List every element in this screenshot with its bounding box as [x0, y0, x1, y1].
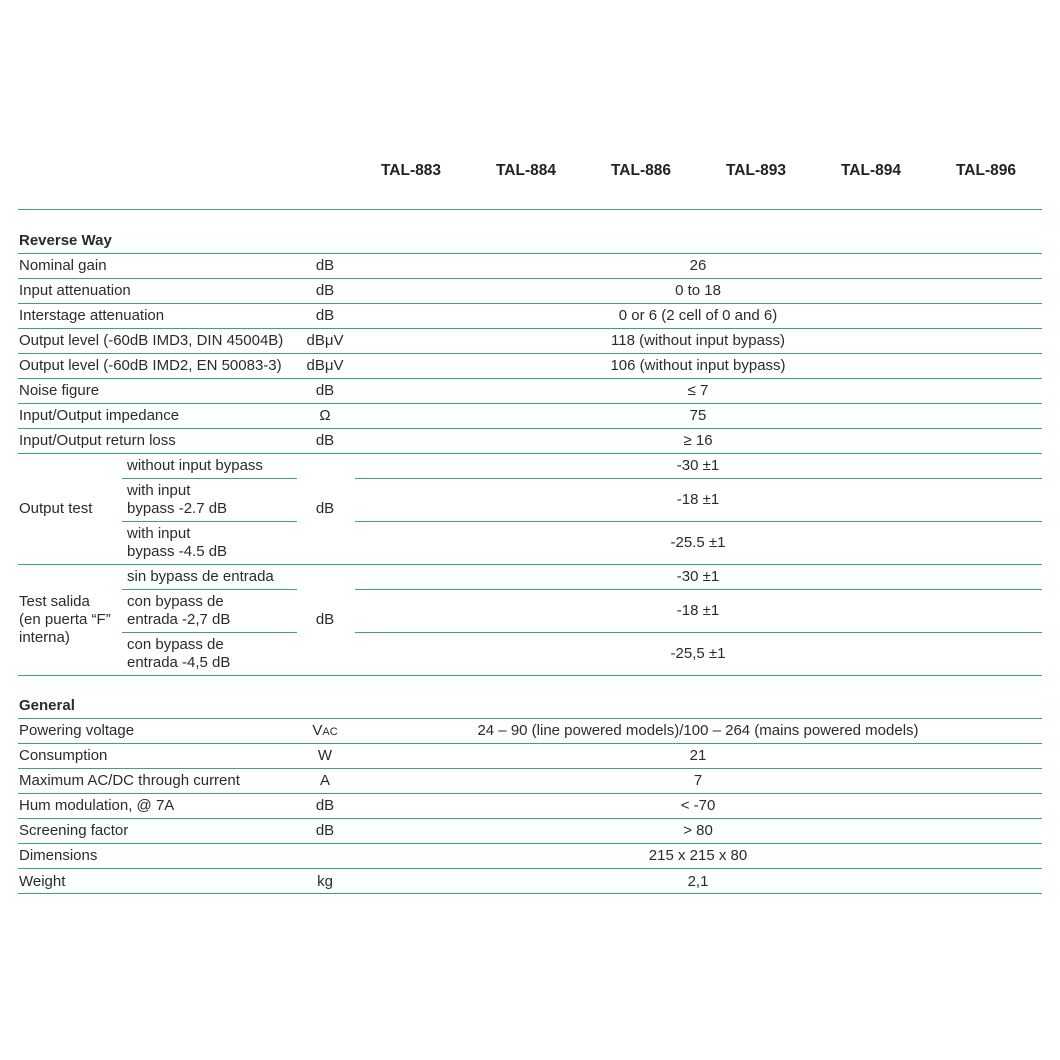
row-unit: dB: [315, 282, 335, 299]
divider: [18, 793, 1042, 794]
model-header-2: TAL-884: [495, 162, 556, 179]
model-header-1: TAL-883: [380, 162, 441, 179]
sub-label: bypass -4.5 dB: [127, 543, 228, 560]
row-unit: dB: [315, 797, 335, 814]
row-unit: A: [319, 772, 330, 789]
sub-label: con bypass de: [127, 636, 224, 653]
divider: [122, 632, 297, 633]
unit-sub: AC: [322, 726, 338, 738]
sub-value: -30 ±1: [676, 568, 720, 585]
row-value: 118 (without input bypass): [611, 332, 785, 349]
sub-label: sin bypass de entrada: [127, 568, 274, 585]
divider: [355, 632, 1042, 633]
model-header-5: TAL-894: [840, 162, 901, 179]
divider: [18, 675, 1042, 676]
sub-value: -25.5 ±1: [670, 534, 726, 551]
divider: [18, 353, 1042, 354]
divider: [18, 843, 1042, 844]
row-unit: dB: [315, 382, 335, 399]
row-label: Screening factor: [19, 822, 129, 839]
row-label: Input/Output return loss: [19, 432, 176, 449]
divider: [18, 718, 1042, 719]
divider: [18, 453, 1042, 454]
divider: [18, 868, 1042, 869]
group-label: interna): [19, 629, 70, 646]
row-unit: dBμV: [306, 357, 344, 374]
row-value: > 80: [683, 822, 713, 839]
divider: [18, 209, 1042, 210]
divider: [18, 303, 1042, 304]
sub-label: without input bypass: [127, 457, 263, 474]
row-label: Weight: [19, 873, 66, 890]
row-label: Dimensions: [19, 847, 98, 864]
row-unit: kg: [317, 873, 333, 890]
row-value: 0 or 6 (2 cell of 0 and 6): [618, 307, 778, 324]
divider: [122, 521, 297, 522]
row-value: 24 – 90 (line powered models)/100 – 264 (mains powered models): [477, 722, 919, 739]
row-unit: W: [317, 747, 333, 764]
row-unit: [305, 722, 345, 741]
row-value: 7: [693, 772, 703, 789]
divider: [18, 428, 1042, 429]
sub-value: -25,5 ±1: [670, 645, 726, 662]
sub-value: -30 ±1: [676, 457, 720, 474]
group-label: Output test: [19, 500, 93, 517]
sub-value: -18 ±1: [676, 602, 720, 619]
row-label: Powering voltage: [19, 722, 135, 739]
group-unit: dB: [315, 611, 335, 628]
sub-value: -18 ±1: [676, 491, 720, 508]
row-label: Interstage attenuation: [19, 307, 165, 324]
row-value: ≤ 7: [687, 382, 709, 399]
divider: [18, 893, 1042, 894]
sub-label: with input: [127, 482, 191, 499]
divider: [18, 253, 1042, 254]
row-label: Maximum AC/DC through current: [19, 772, 240, 789]
model-header-3: TAL-886: [610, 162, 671, 179]
divider: [18, 768, 1042, 769]
row-unit: Ω: [319, 407, 331, 424]
unit-main: V: [312, 722, 323, 739]
divider: [355, 589, 1042, 590]
sub-label: entrada -2,7 dB: [127, 611, 231, 628]
row-label: Nominal gain: [19, 257, 107, 274]
row-unit: dBμV: [306, 332, 344, 349]
row-label: Input/Output impedance: [19, 407, 180, 424]
divider: [355, 521, 1042, 522]
row-value: 21: [689, 747, 707, 764]
model-header-6: TAL-896: [955, 162, 1016, 179]
divider: [18, 743, 1042, 744]
row-value: 215 x 215 x 80: [648, 847, 748, 864]
group-label: Test salida: [19, 593, 90, 610]
sub-label: entrada -4,5 dB: [127, 654, 231, 671]
divider: [18, 564, 1042, 565]
model-header-4: TAL-893: [725, 162, 786, 179]
sub-label: bypass -2.7 dB: [127, 500, 228, 517]
row-value: 75: [689, 407, 707, 424]
row-value: 106 (without input bypass): [610, 357, 786, 374]
divider: [18, 378, 1042, 379]
row-label: Output level (-60dB IMD2, EN 50083-3): [19, 357, 282, 374]
group-unit: dB: [315, 500, 335, 517]
divider: [18, 403, 1042, 404]
row-value: ≥ 16: [683, 432, 713, 449]
row-label: Hum modulation, @ 7A: [19, 797, 175, 814]
section-title-reverse: Reverse Way: [19, 232, 112, 249]
divider: [18, 328, 1042, 329]
row-value: 26: [689, 257, 707, 274]
row-label: Consumption: [19, 747, 108, 764]
sub-label: with input: [127, 525, 191, 542]
divider: [122, 478, 297, 479]
row-label: Noise figure: [19, 382, 100, 399]
divider: [122, 589, 297, 590]
sub-label: con bypass de: [127, 593, 224, 610]
divider: [18, 818, 1042, 819]
row-unit: dB: [315, 307, 335, 324]
row-value: < -70: [680, 797, 716, 814]
row-unit: dB: [315, 822, 335, 839]
row-value: 2,1: [687, 873, 709, 890]
section-title-general: General: [19, 697, 75, 714]
row-unit: dB: [315, 432, 335, 449]
row-label: Input attenuation: [19, 282, 131, 299]
divider: [355, 478, 1042, 479]
row-value: 0 to 18: [675, 282, 721, 299]
row-unit: dB: [315, 257, 335, 274]
group-label: (en puerta “F”: [19, 611, 111, 628]
row-label: Output level (-60dB IMD3, DIN 45004B): [19, 332, 284, 349]
divider: [18, 278, 1042, 279]
